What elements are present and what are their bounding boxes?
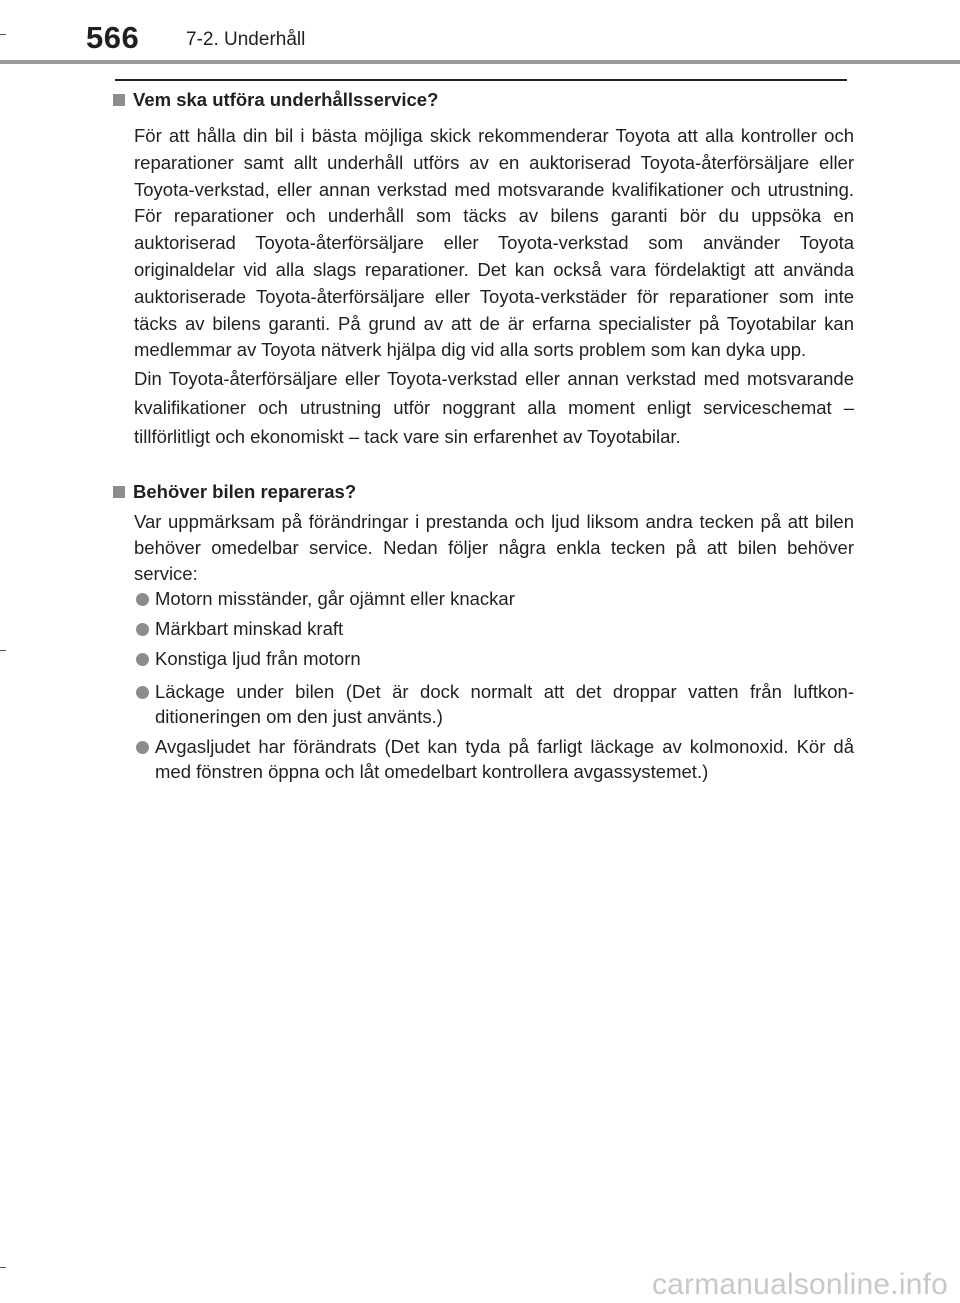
- page-header: [0, 0, 960, 68]
- header-rule: [0, 60, 960, 64]
- content-top-rule: [115, 79, 847, 81]
- watermark: carmanualsonline.info: [651, 1268, 948, 1301]
- list-item: [136, 680, 854, 729]
- section-heading-text: Vem ska utföra underhållsservice?: [133, 89, 439, 110]
- crop-mark: [0, 1267, 6, 1268]
- square-bullet-icon: [113, 486, 125, 498]
- page-number: 566: [86, 20, 140, 55]
- section-heading: [113, 89, 438, 111]
- section-title: 7-2. Underhåll: [186, 29, 306, 50]
- circle-bullet-icon: [136, 623, 149, 636]
- crop-mark: [0, 650, 6, 651]
- circle-bullet-icon: [136, 741, 149, 754]
- circle-bullet-icon: [136, 686, 149, 699]
- list-item: [136, 735, 854, 784]
- list-item-text: Avgasljudet har förändrats (Det kan tyda på farligt läckage av kolmonoxid. Kör då med fönstren öppna och låt omedelbart kontrollera avgassystemet.): [155, 736, 854, 782]
- section-heading: [113, 481, 356, 503]
- list-item-text: Märkbart minskad kraft: [155, 618, 344, 639]
- list-item: [136, 587, 854, 612]
- list-item-text: Motorn misständer, går ojämnt eller knackar: [155, 588, 515, 609]
- list-item-text: Läckage under bilen (Det är dock normalt att det droppar vatten från luftkonditioneringen om den just använts.): [155, 681, 854, 727]
- body-paragraph: Din Toyota-återförsäljare eller Toyota-verkstad eller annan verkstad med motsvarande kvalifikationer och utrustning utför noggrant alla moment enligt serviceschemat – tillförlitligt och ekonomiskt – tack vare sin erfarenhet av Toyotabilar.: [134, 368, 854, 447]
- list-item-text: Konstiga ljud från motorn: [155, 648, 361, 669]
- circle-bullet-icon: [136, 653, 149, 666]
- body-paragraph: För att hålla din bil i bästa möjliga skick rekommenderar Toyota att alla kontroller och reparationer samt allt underhåll utförs av en auktoriserad Toyota-återförsäljare eller Toyota-verkstad, eller annan verkstad med motsvarande kvalifikationer och utrustning. För reparationer och underhåll som täcks av bilens garanti bör du uppsöka en auktoriserad Toyota-återförsäljare eller Toyota-verkstad som använder Toyota originaldelar vid alla slags reparationer. Det kan också vara fördelaktigt att använda auktoriserade Toyota-återförsäljare eller Toyota-verkstäder för reparationer som inte täcks av bilens garanti. På grund av att de är erfarna specialister på Toyotabilar kan medlemmar av Toyota nätverk hjälpa dig vid alla sorts problem som kan dyka upp.: [134, 125, 854, 361]
- section-heading-text: Behöver bilen repareras?: [133, 481, 357, 502]
- body-paragraph: Var uppmärksam på förändringar i prestanda och ljud liksom andra tecken på att bilen behöver omedelbar service. Nedan följer några enkla tecken på att bilen behöver service:: [134, 511, 854, 584]
- square-bullet-icon: [113, 94, 125, 106]
- circle-bullet-icon: [136, 593, 149, 606]
- list-item: [136, 647, 854, 672]
- list-item: [136, 617, 854, 642]
